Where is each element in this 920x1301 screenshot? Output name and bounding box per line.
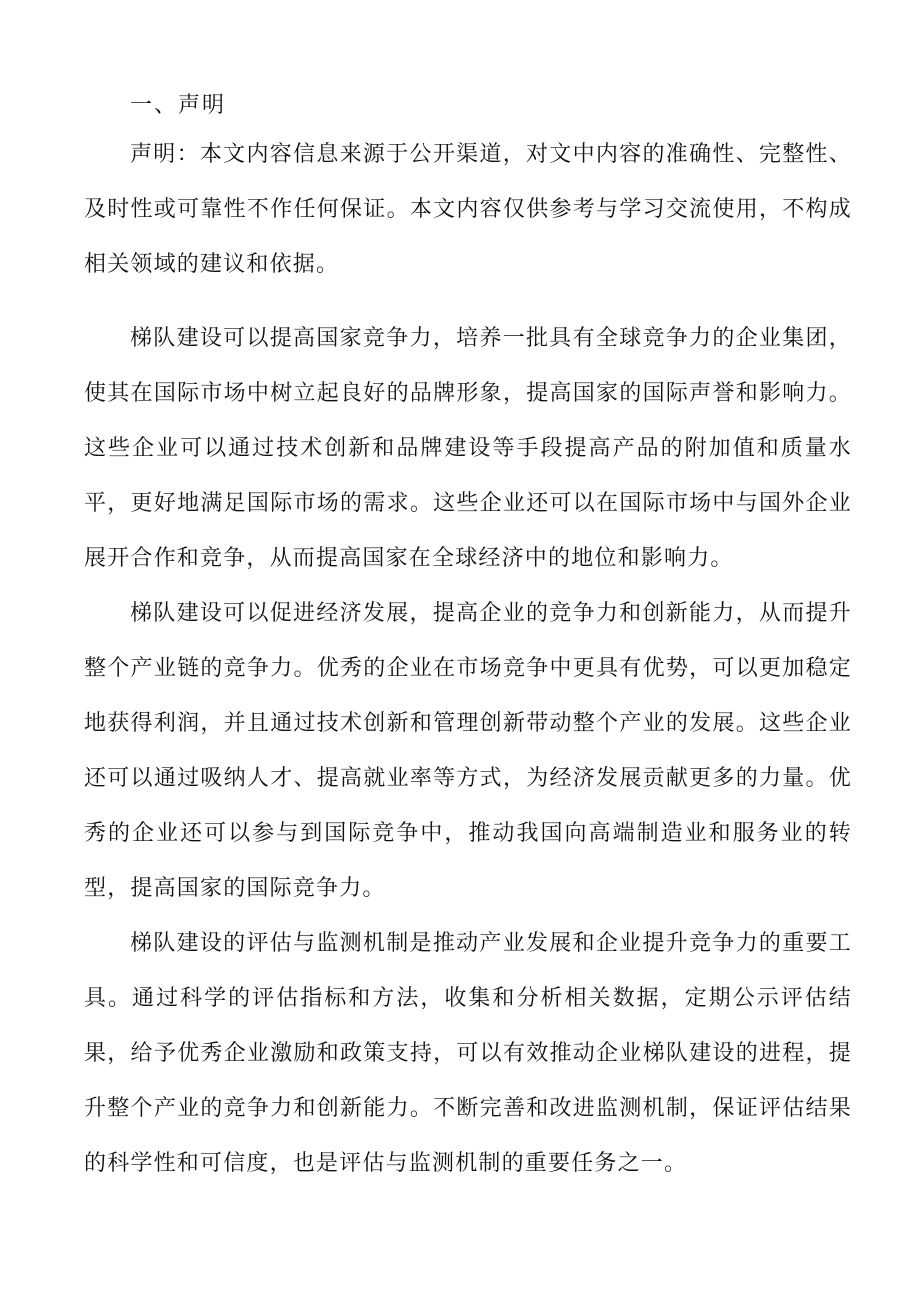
body-paragraph-economic-development: 梯队建设可以促进经济发展，提高企业的竞争力和创新能力，从而提升整个产业链的竞争力。优秀的企业在市场竞争中更具有优势，可以更加稳定地获得利润，并且通过技术创新和管理创新带动整个产业的发展。这些企业还可以通过吸纳人才、提高就业率等方式，为经济发展贡献更多的力量。优秀的企业还可以参与到国际竞争中，推动我国向高端制造业和服务业的转型，提高国家的国际竞争力。 — [84, 601, 852, 901]
body-paragraph-evaluation-mechanism: 梯队建设的评估与监测机制是推动产业发展和企业提升竞争力的重要工具。通过科学的评估指标和方法，收集和分析相关数据，定期公示评估结果，给予优秀企业激励和政策支持，可以有效推动企业梯队建设的进程，提升整个产业的竞争力和创新能力。不断完善和改进监测机制，保证评估结果的科学性和可信度，也是评估与监测机制的重要任务之一。 — [84, 931, 852, 1176]
body-paragraph-competitiveness: 梯队建设可以提高国家竞争力，培养一批具有全球竞争力的企业集团，使其在国际市场中树立起良好的品牌形象，提高国家的国际声誉和影响力。这些企业可以通过技术创新和品牌建设等手段提高产品的附加值和质量水平，更好地满足国际市场的需求。这些企业还可以在国际市场中与国外企业展开合作和竞争，从而提高国家在全球经济中的地位和影响力。 — [84, 326, 852, 571]
section-heading: 一、声明 — [130, 93, 227, 118]
disclaimer-paragraph: 声明：本文内容信息来源于公开渠道，对文中内容的准确性、完整性、及时性或可靠性不作任何保证。本文内容仅供参考与学习交流使用，不构成相关领域的建议和依据。 — [84, 142, 852, 277]
